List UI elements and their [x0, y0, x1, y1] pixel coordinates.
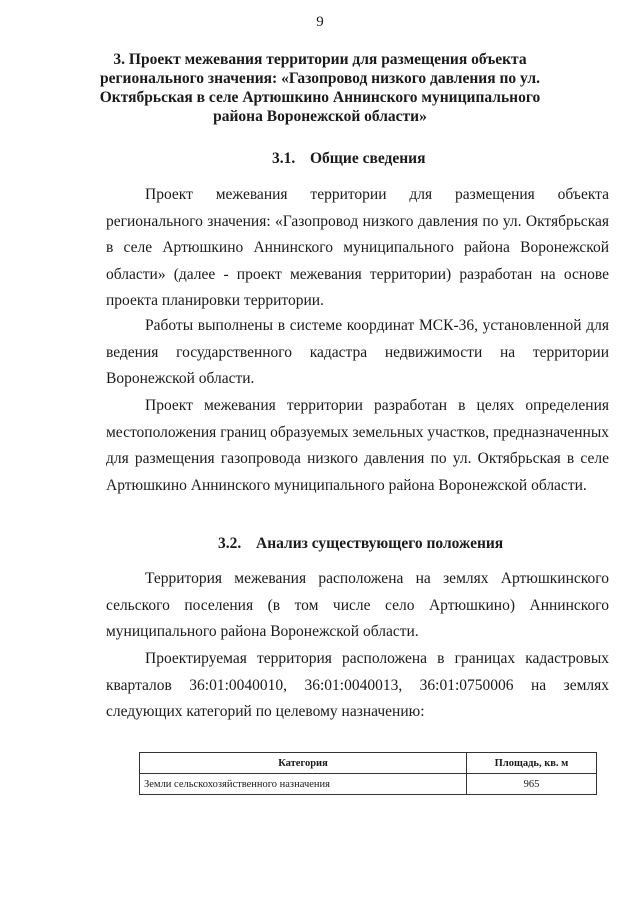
- table-cell-category: Земли сельскохозяйственного назначения: [140, 774, 467, 795]
- table-row: [140, 774, 597, 795]
- subsection-2-heading: [218, 535, 503, 553]
- paragraph: Проект межевания территории разработан в целях определения местоположения границ образуемых земельных участков, предназначенных для размещения газопровода низкого давления по ул. Октябрьская в селе Артюшкино Аннинского муниципального района Воронежской области.: [106, 397, 609, 494]
- subsection-1-heading: [272, 150, 425, 168]
- paragraph: Территория межевания расположена на землях Артюшкинского сельского поселения (в том числе село Артюшкино) Аннинского муниципального района Воронежской области.: [106, 570, 609, 640]
- paragraph: Проект межевания территории для размещения объекта регионального значения: «Газопровод низкого давления по ул. Октябрьская в селе Артюшкино Аннинского муниципального района Воронежской области» (далее - проект межевания территории) разработан на основе проекта планировки территории.: [106, 186, 609, 309]
- table-header-area: Площадь, кв. м: [467, 753, 597, 774]
- section-title: 3. Проект межевания территории для размещения объекта регионального значения: «Газопровод низкого давления по ул. Октябрьская в селе Артюшкино Аннинского муниципального района Воронежской области»: [99, 51, 541, 125]
- paragraph: Работы выполнены в системе координат МСК-36, установленной для ведения государственного кадастра недвижимости на территории Воронежской области.: [106, 317, 609, 387]
- land-category-table: [139, 752, 597, 795]
- table-header-row: [140, 753, 597, 774]
- table-cell-area: 965: [467, 774, 597, 795]
- paragraph: Проектируемая территория расположена в границах кадастровых кварталов 36:01:0040010, 36:01:0040013, 36:01:0750006 на землях следующих категорий по целевому назначению:: [106, 650, 609, 720]
- subsection-2-number: 3.2.: [218, 535, 242, 552]
- page-number: 9: [316, 14, 324, 30]
- table-header-category: Категория: [140, 753, 467, 774]
- subsection-1-number: 3.1.: [272, 150, 296, 167]
- subsection-1-title: Общие сведения: [310, 150, 426, 167]
- subsection-2-title: Анализ существующего положения: [256, 535, 504, 552]
